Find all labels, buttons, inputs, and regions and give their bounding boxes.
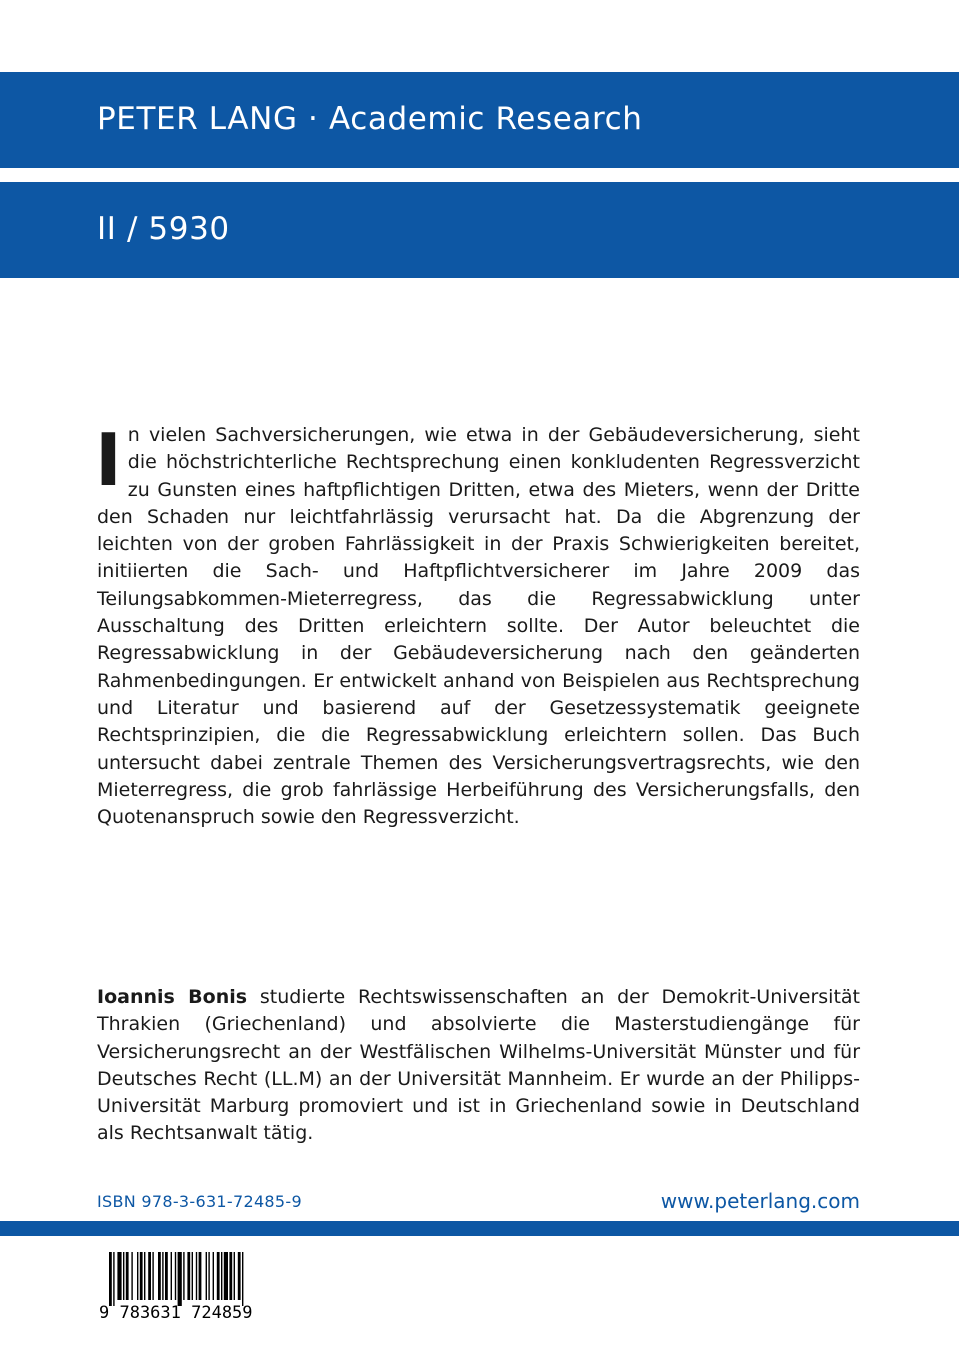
footer-band: [0, 1221, 959, 1236]
barcode-bar: [199, 1252, 202, 1300]
barcode-bar: [234, 1252, 235, 1300]
author-name: Ioannis Bonis: [97, 986, 248, 1008]
barcode-bar: [187, 1252, 190, 1300]
barcode-bar: [208, 1252, 209, 1300]
isbn-label: ISBN 978-3-631-72485-9: [97, 1192, 302, 1211]
barcode-bar: [109, 1252, 112, 1306]
barcode-digits: 9 783631 724859: [99, 1303, 253, 1322]
barcode-bar: [238, 1252, 241, 1300]
barcode-bar: [137, 1252, 138, 1300]
barcode-bar: [140, 1252, 143, 1300]
barcode-bar: [126, 1252, 129, 1300]
barcode-bar: [217, 1252, 220, 1300]
barcode-bar: [131, 1252, 132, 1300]
blurb-text: n vielen Sachversicherungen, wie etwa in der Gebäudeversicherung, sieht die höchstrichterliche Rechtsprechung einen konkludenten Regressverzicht zu Gunsten eines haftpflichtigen Dritten, etwa des Mieters, wenn der Dritte den Schaden nur leichtfahrlässig verursacht hat. Da die Abgrenzung der leichten von der groben Fahrlässigkeit in der Praxis Schwierigkeiten bereitet, initiierten die Sach- und Haftpflichtversicherer im Jahre 2009 das Teilungsabkommen-Mieterregress, das die Regressabwicklung unter Ausschaltung des Dritten erleichtern sollte. Der Autor beleuchtet die Regressabwicklung in der Gebäudeversicherung nach den geänderten Rahmenbedingungen. Er entwickelt anhand von Beispielen aus Rechtsprechung und Literatur und basierend auf der Gesetzessystematik geeignete Rechtsprinzipien, die die Regressabwicklung erleichtern sollen. Das Buch untersucht dabei zentrale Themen des Versicherungsvertragsrechts, wie den Mieterregress, die grob fahrlässige Herbeiführung des Versicherungsfalls, den Quotenanspruch sowie den Regressverzicht.: [97, 424, 860, 829]
barcode-bar: [196, 1252, 197, 1300]
series-header-band: [0, 72, 959, 168]
barcode-bar: [192, 1252, 193, 1300]
barcode-bar: [178, 1252, 182, 1306]
book-blurb: [95, 418, 860, 831]
author-bio-text: studierte Rechtswissenschaften an der Demokrit-Universität Thrakien (Griechenland) und absolvierte die Masterstudiengänge für Versicherungsrecht an der Westfälischen Wilhelms-Universität Münster und für Deutsches Recht (LL.M) an der Universität Mannheim. Er wurde an der Philipps-Universität Marburg promoviert und ist in Griechenland sowie in Deutschland als Rechtsanwalt tätig.: [97, 986, 860, 1145]
volume-band: [0, 182, 959, 278]
barcode-bar: [213, 1252, 214, 1300]
barcode-bar: [148, 1252, 151, 1300]
barcode-bar: [175, 1252, 176, 1300]
barcode-bar: [224, 1252, 228, 1300]
barcode-bar: [144, 1252, 145, 1300]
barcode-bar: [171, 1252, 172, 1300]
series-title: PETER LANG · Academic Research: [97, 101, 643, 137]
drop-cap: I: [95, 418, 122, 502]
barcode-bar: [183, 1252, 184, 1300]
barcode-image: [97, 1250, 289, 1322]
barcode-bar: [242, 1252, 243, 1306]
barcode-bar: [158, 1252, 161, 1300]
barcode-bar: [162, 1252, 163, 1300]
barcode-bar: [123, 1252, 124, 1300]
barcode-bar: [165, 1252, 168, 1300]
barcode-bar: [229, 1252, 232, 1300]
barcode-bar: [221, 1252, 222, 1300]
barcode-bar: [152, 1252, 153, 1300]
publisher-website-link[interactable]: www.peterlang.com: [660, 1189, 860, 1213]
barcode: [97, 1250, 289, 1322]
barcode-bar: [113, 1252, 114, 1306]
volume-number: II / 5930: [97, 211, 230, 247]
barcode-bar: [206, 1252, 207, 1300]
author-bio: [97, 984, 860, 1148]
barcode-bar: [117, 1252, 121, 1300]
